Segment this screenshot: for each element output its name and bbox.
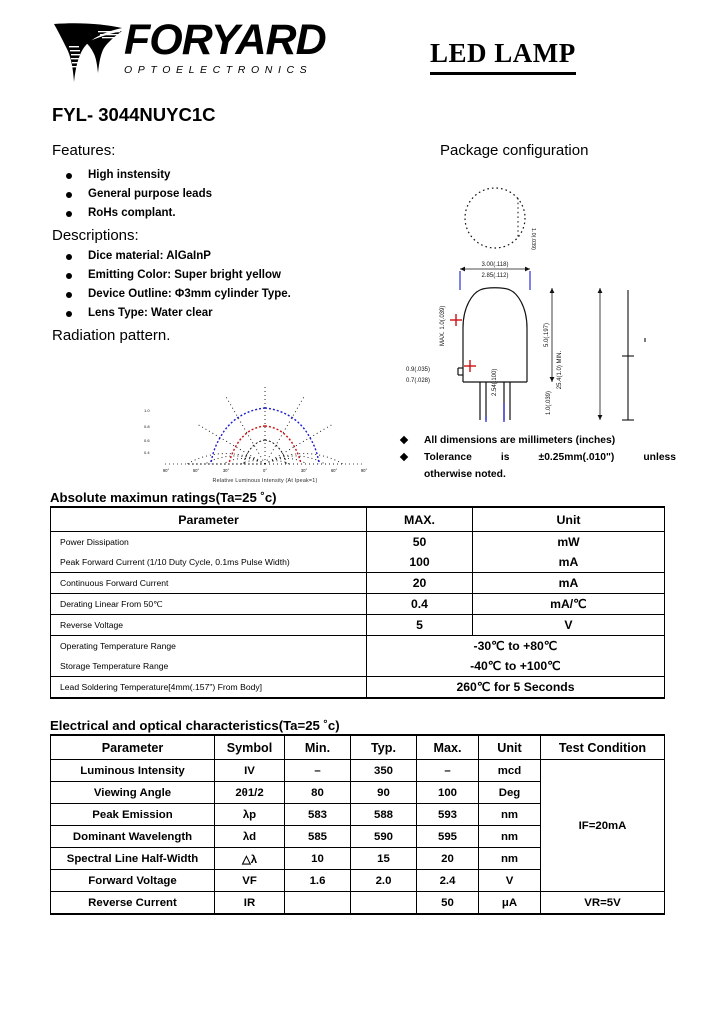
row-max: – (417, 760, 479, 782)
row-symbol: λd (215, 826, 285, 848)
row-unit: nm (479, 826, 541, 848)
bullet-dot-icon (66, 211, 72, 217)
row-max: 593 (417, 804, 479, 826)
absolute-maximum-ratings-section (50, 490, 664, 699)
row-test-condition: VR=5V (541, 892, 665, 915)
svg-text:60°: 60° (192, 468, 200, 473)
features-descriptions-column (52, 142, 382, 351)
row-unit: nm (479, 804, 541, 826)
table-header-row (51, 507, 665, 532)
row-typ: 15 (351, 848, 417, 870)
row-unit: mW (473, 532, 665, 553)
svg-text:60°: 60° (330, 468, 338, 473)
svg-text:2.85(.112): 2.85(.112) (481, 273, 509, 279)
row-parameter: Operating Temperature Range (51, 636, 367, 657)
row-parameter: Continuous Forward Current (51, 573, 367, 594)
row-unit: μA (479, 892, 541, 915)
column-header-typ: Typ. (351, 735, 417, 760)
row-symbol: IR (215, 892, 285, 915)
row-min: 1.6 (285, 870, 351, 892)
row-typ (351, 892, 417, 915)
column-header-unit: Unit (479, 735, 541, 760)
list-item (52, 204, 382, 223)
svg-text:MAX. 1.0(.039): MAX. 1.0(.039) (440, 305, 446, 346)
svg-text:90°: 90° (360, 468, 368, 473)
row-parameter: Forward Voltage (51, 870, 215, 892)
company-name-block (124, 18, 384, 77)
bullet-dot-icon (66, 273, 72, 279)
note-text-continuation: otherwise noted. (424, 469, 506, 480)
row-value-span: -30℃ to +80℃ (367, 636, 665, 657)
column-header-parameter: Parameter (51, 507, 367, 532)
row-unit: mA/℃ (473, 594, 665, 615)
row-max: 5 (367, 615, 473, 636)
svg-text:1.0: 1.0 (144, 408, 150, 413)
column-header-max: Max. (417, 735, 479, 760)
row-unit: V (473, 615, 665, 636)
row-parameter: Storage Temperature Range (51, 656, 367, 677)
row-parameter: Reverse Current (51, 892, 215, 915)
document-title: LED LAMP (430, 38, 576, 75)
list-item (52, 166, 382, 185)
row-value-span: 260℃ for 5 Seconds (367, 677, 665, 699)
row-typ: 90 (351, 782, 417, 804)
svg-text:1.0(.039): 1.0(.039) (530, 228, 536, 251)
row-min: 585 (285, 826, 351, 848)
row-unit: nm (479, 848, 541, 870)
electrical-optical-title: Electrical and optical characteristics(Ta=25 ˚c) (50, 718, 340, 733)
drawing-notes (392, 432, 682, 483)
row-max: 100 (367, 552, 473, 573)
note-word: unless (643, 452, 676, 463)
row-parameter: Viewing Angle (51, 782, 215, 804)
electrical-optical-table (50, 734, 665, 915)
feature-label: General purpose leads (88, 188, 212, 200)
note-word: Tolerance (424, 452, 472, 463)
row-symbol: VF (215, 870, 285, 892)
descriptions-list (52, 247, 382, 323)
radiation-pattern-caption: Relative Luminous Intensity (At Ipeak=1) (212, 478, 318, 484)
row-max: 595 (417, 826, 479, 848)
svg-text:0°: 0° (262, 468, 268, 473)
bullet-dot-icon (66, 311, 72, 317)
row-max: 2.4 (417, 870, 479, 892)
svg-text:0.9(.035): 0.9(.035) (405, 367, 430, 373)
absolute-maximum-ratings-table (50, 506, 665, 699)
electrical-optical-section (50, 718, 664, 915)
row-max: 50 (417, 892, 479, 915)
row-parameter: Lead Soldering Temperature[4mm(.157") From Body] (51, 677, 367, 699)
brand-tagline: OPTOELECTRONICS (124, 64, 313, 76)
absolute-maximum-ratings-title: Absolute maximun ratings(Ta=25 ˚c) (50, 490, 277, 505)
svg-text:90°: 90° (162, 468, 170, 473)
row-max: 20 (367, 573, 473, 594)
feature-label: High instensity (88, 169, 171, 181)
row-max: 0.4 (367, 594, 473, 615)
svg-text:0.4: 0.4 (144, 450, 150, 455)
row-symbol: 2θ1/2 (215, 782, 285, 804)
brand-name: FORYARD (124, 16, 326, 64)
note-word: is (500, 452, 510, 463)
table-row (51, 636, 665, 657)
svg-text:1.0(.039): 1.0(.039) (546, 390, 552, 415)
svg-text:2.54(.100): 2.54(.100) (492, 368, 498, 396)
row-min: – (285, 760, 351, 782)
features-heading: Features: (52, 142, 116, 159)
table-row (51, 573, 665, 594)
package-configuration-title: Package configuration (440, 142, 589, 159)
description-label: Device Outline: Φ3mm cylinder Type. (88, 288, 291, 300)
row-min: 80 (285, 782, 351, 804)
svg-text:0.8: 0.8 (144, 424, 150, 429)
bullet-dot-icon (66, 254, 72, 260)
table-row (51, 552, 665, 573)
list-item (52, 247, 382, 266)
note-text: All dimensions are millimeters (inches) (424, 435, 616, 446)
column-header-min: Min. (285, 735, 351, 760)
list-item (52, 285, 382, 304)
note-word: ±0.25mm(.010") (538, 452, 615, 463)
list-item (52, 185, 382, 204)
column-header-max: MAX. (367, 507, 473, 532)
descriptions-heading: Descriptions: (52, 227, 139, 244)
row-min: 583 (285, 804, 351, 826)
description-label: Lens Type: Water clear (88, 307, 213, 319)
svg-text:30°: 30° (300, 468, 308, 473)
list-item (52, 304, 382, 323)
table-row (51, 892, 665, 915)
description-label: Dice material: AlGaInP (88, 250, 211, 262)
row-symbol: IV (215, 760, 285, 782)
note-item (392, 449, 682, 483)
row-test-condition: IF=20mA (541, 760, 665, 892)
row-parameter: Peak Forward Current (1/10 Duty Cycle, 0.1ms Pulse Width) (51, 552, 367, 573)
description-label: Emitting Color: Super bright yellow (88, 269, 281, 281)
radiation-pattern-diagram (120, 336, 410, 484)
row-parameter: Reverse Voltage (51, 615, 367, 636)
row-min (285, 892, 351, 915)
part-number: FYL- 3044NUYC1C (52, 104, 216, 125)
features-list (52, 166, 382, 223)
row-max: 50 (367, 532, 473, 553)
svg-text:5.0(.197): 5.0(.197) (544, 322, 550, 348)
row-parameter: Spectral Line Half-Width (51, 848, 215, 870)
row-parameter: Derating Linear From 50℃ (51, 594, 367, 615)
diamond-bullet-icon (400, 453, 408, 461)
bullet-dot-icon (66, 292, 72, 298)
row-unit: mcd (479, 760, 541, 782)
row-parameter: Power Dissipation (51, 532, 367, 553)
column-header-symbol: Symbol (215, 735, 285, 760)
table-row (51, 615, 665, 636)
row-min: 10 (285, 848, 351, 870)
table-header-row (51, 735, 665, 760)
row-unit: mA (473, 573, 665, 594)
page-header (0, 0, 720, 95)
company-logo (52, 14, 382, 86)
row-symbol: △λ (215, 848, 285, 870)
column-header-parameter: Parameter (51, 735, 215, 760)
row-symbol: λp (215, 804, 285, 826)
row-typ: 588 (351, 804, 417, 826)
bullet-dot-icon (66, 192, 72, 198)
svg-text:25.4(1.0) MIN.: 25.4(1.0) MIN. (557, 350, 563, 390)
note-item (392, 432, 682, 449)
note-text-justified (424, 449, 676, 466)
row-typ: 2.0 (351, 870, 417, 892)
radiation-pattern-heading: Radiation pattern. (52, 327, 171, 344)
table-row (51, 656, 665, 677)
table-row (51, 594, 665, 615)
svg-text:3.00(.118): 3.00(.118) (481, 262, 509, 268)
row-value-span: -40℃ to +100℃ (367, 656, 665, 677)
table-row (51, 760, 665, 782)
row-parameter: Peak Emission (51, 804, 215, 826)
row-max: 20 (417, 848, 479, 870)
column-header-test-condition: Test Condition (541, 735, 665, 760)
package-outline-drawing (400, 170, 670, 425)
row-typ: 590 (351, 826, 417, 848)
row-typ: 350 (351, 760, 417, 782)
row-unit: Deg (479, 782, 541, 804)
table-row (51, 532, 665, 553)
row-parameter: Luminous Intensity (51, 760, 215, 782)
list-item (52, 266, 382, 285)
row-unit: mA (473, 552, 665, 573)
foryard-swoosh-logo-icon (52, 16, 126, 88)
table-row (51, 677, 665, 699)
column-header-unit: Unit (473, 507, 665, 532)
row-max: 100 (417, 782, 479, 804)
svg-text:0.7(.028): 0.7(.028) (405, 378, 430, 384)
svg-text:0.6: 0.6 (144, 438, 150, 443)
row-parameter: Dominant Wavelength (51, 826, 215, 848)
bullet-dot-icon (66, 173, 72, 179)
row-unit: V (479, 870, 541, 892)
feature-label: RoHs complant. (88, 207, 176, 219)
diamond-bullet-icon (400, 436, 408, 444)
svg-text:30°: 30° (222, 468, 230, 473)
